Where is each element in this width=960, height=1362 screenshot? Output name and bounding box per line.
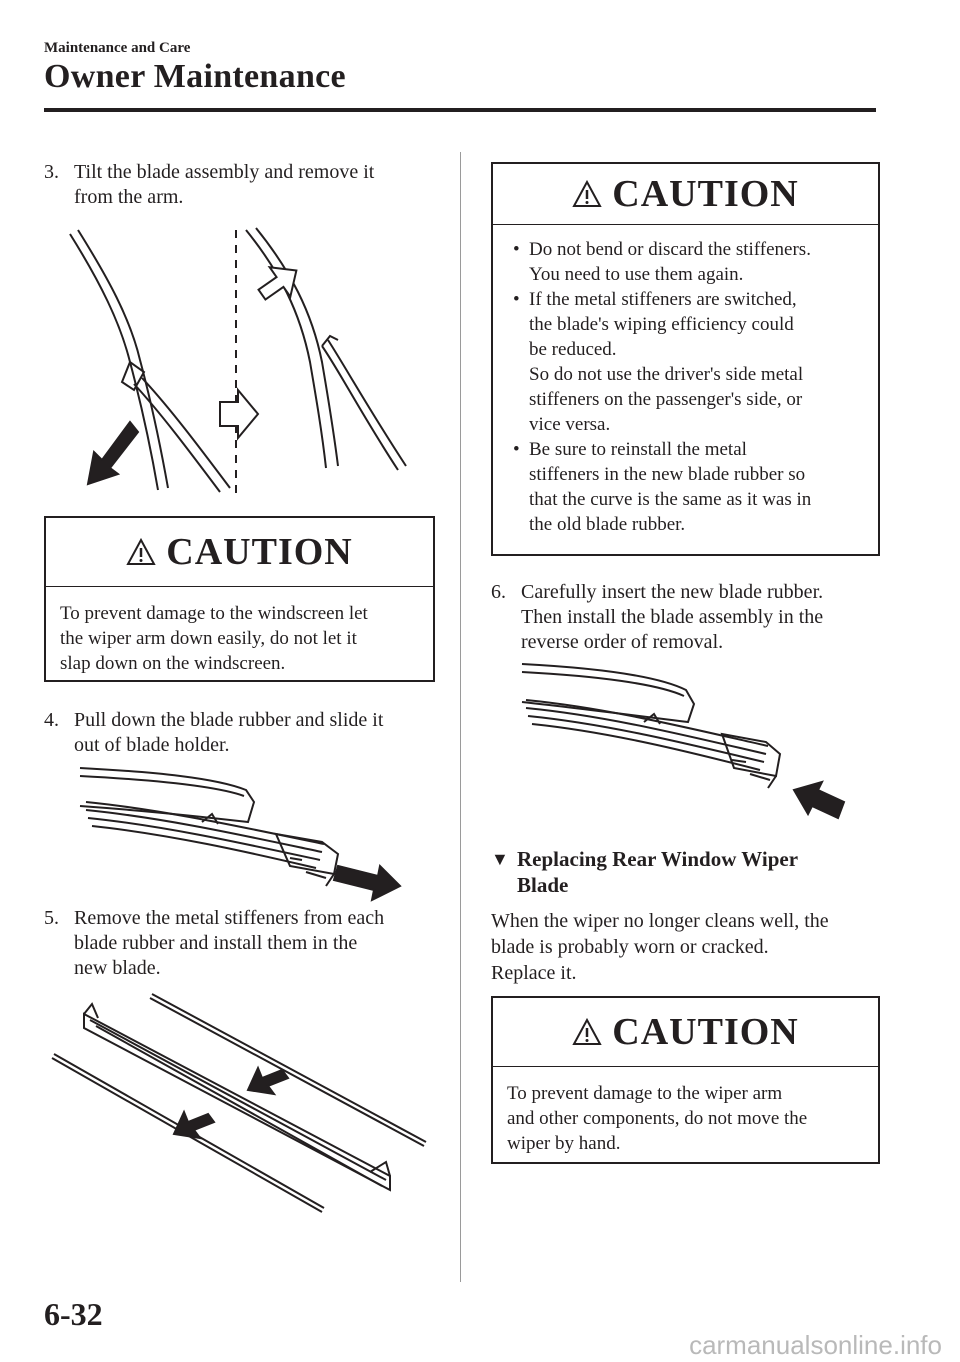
step-text-line: from the arm. (74, 186, 184, 208)
caution-text-line: To prevent damage to the wiper arm (507, 1083, 783, 1104)
caution-body (46, 587, 433, 688)
step-6 (491, 580, 881, 655)
caution-bullet (507, 237, 866, 287)
paragraph-line: Replace it. (491, 962, 577, 984)
step-text-line: Tilt the blade assembly and remove it (74, 161, 375, 183)
illustration-insert-rubber (518, 660, 858, 824)
caution-header (493, 164, 878, 225)
step-number: 5. (44, 907, 59, 929)
caution-text-line: that the curve is the same as it was in (529, 489, 812, 510)
page-title: Owner Maintenance (44, 58, 346, 95)
caution-header (493, 998, 878, 1067)
step-text-line: out of blade holder. (74, 734, 230, 756)
caution-text-line: stiffeners in the new blade rubber so (529, 464, 806, 485)
step-5 (44, 906, 444, 981)
step-text-line: Remove the metal stiffeners from each (74, 907, 385, 929)
step-text-line: reverse order of removal. (521, 631, 724, 653)
caution-text-line: wiper by hand. (507, 1133, 621, 1154)
bullet-mark: • (513, 289, 520, 310)
step-text-line: blade rubber and install them in the (74, 932, 358, 954)
page-number: 6-32 (44, 1296, 103, 1332)
paragraph-line: When the wiper no longer cleans well, the (491, 910, 829, 932)
step-4 (44, 708, 444, 758)
column-divider (460, 152, 461, 1282)
bullet-mark: • (513, 239, 520, 260)
bullet-mark: • (513, 439, 520, 460)
caution-body (493, 225, 878, 549)
caution-bullet (507, 287, 866, 437)
caution-text-line: Be sure to reinstall the metal (529, 439, 747, 460)
section-label: Maintenance and Care (44, 40, 191, 56)
subsection-title-line: Blade (517, 873, 569, 897)
caution-body (493, 1067, 878, 1168)
illustration-tilt-blade (60, 222, 420, 502)
caution-header (46, 518, 433, 587)
triangle-marker-icon: ▼ (491, 849, 509, 869)
caution-text-line: the old blade rubber. (529, 514, 686, 535)
caution-text-line: the blade's wiping efficiency could (529, 314, 794, 335)
subsection-title-line: Replacing Rear Window Wiper (517, 847, 799, 871)
caution-title: CAUTION (612, 173, 799, 215)
caution-box-2 (491, 162, 880, 556)
caution-title: CAUTION (166, 531, 353, 573)
caution-text-line: If the metal stiffeners are switched, (529, 289, 797, 310)
caution-text-line: vice versa. (529, 414, 611, 435)
title-rule (44, 108, 876, 112)
caution-text-line: To prevent damage to the windscreen let (60, 603, 368, 624)
caution-title: CAUTION (612, 1011, 799, 1053)
warning-triangle-icon (126, 538, 156, 566)
subsection-heading (491, 846, 881, 898)
step-number: 6. (491, 581, 506, 603)
caution-text-line: stiffeners on the passenger's side, or (529, 389, 803, 410)
caution-text-line: So do not use the driver's side metal (529, 364, 804, 385)
caution-box-3 (491, 996, 880, 1164)
step-number: 3. (44, 161, 59, 183)
step-text-line: new blade. (74, 957, 161, 979)
step-text-line: Pull down the blade rubber and slide it (74, 709, 384, 731)
caution-text-line: and other components, do not move the (507, 1108, 808, 1129)
illustration-pull-rubber (76, 762, 406, 902)
watermark: carmanualsonline.info (689, 1330, 942, 1360)
step-number: 4. (44, 709, 59, 731)
caution-text-line: Do not bend or discard the stiffeners. (529, 239, 811, 260)
warning-triangle-icon (572, 180, 602, 208)
caution-text-line: the wiper arm down easily, do not let it (60, 628, 357, 649)
step-3 (44, 160, 444, 210)
caution-text-line: slap down on the windscreen. (60, 653, 286, 674)
caution-box-1 (44, 516, 435, 682)
paragraph-line: blade is probably worn or cracked. (491, 936, 769, 958)
illustration-stiffeners (50, 990, 430, 1220)
caution-text-line: You need to use them again. (529, 264, 744, 285)
step-text-line: Then install the blade assembly in the (521, 606, 824, 628)
caution-bullet (507, 437, 866, 537)
warning-triangle-icon (572, 1018, 602, 1046)
caution-text-line: be reduced. (529, 339, 617, 360)
step-text-line: Carefully insert the new blade rubber. (521, 581, 824, 603)
body-paragraph (491, 908, 881, 986)
